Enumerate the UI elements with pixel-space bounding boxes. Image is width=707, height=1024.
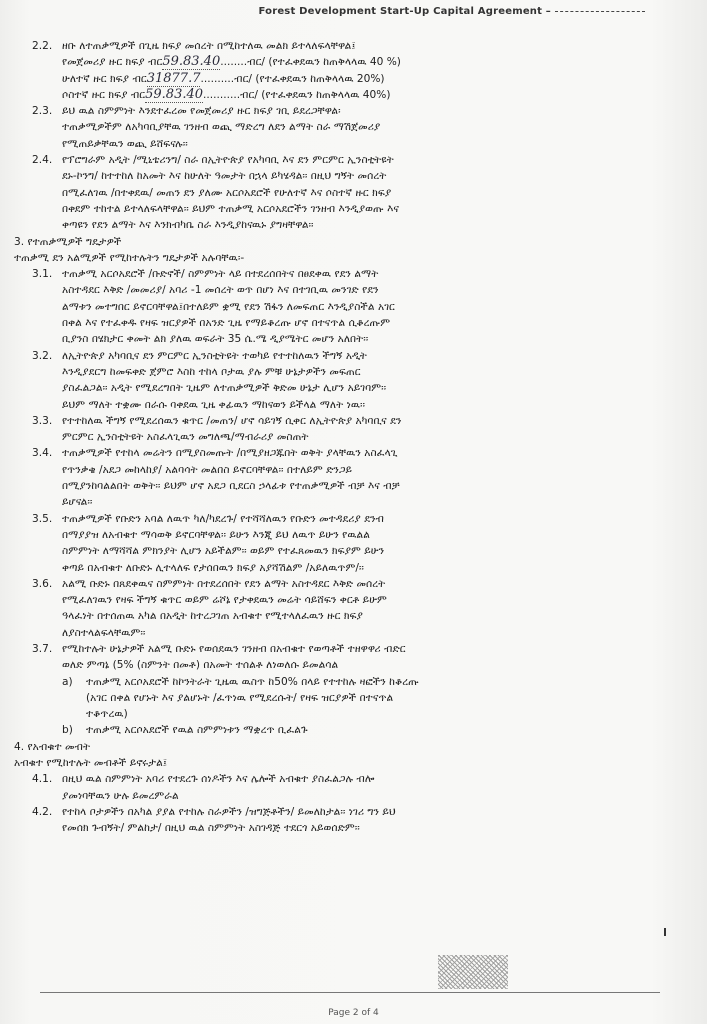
clause-2-3 [14,103,684,152]
sub-clause-letter: b) [62,724,73,737]
clause-4-1 [14,771,684,804]
clause-line: ይህ ዉል ስምምነት እንደተፈረመ የመጀመሪያ ዙር ክፍያ ገቢ ይደረጋቸዋል፡ [62,105,341,118]
clause-line: ስምምነት ለማሻሻል ምክንያት ሊሆን አይችልም፡፡ ወይም የተፈጸመዉን ክፍያም ይሁን [62,545,385,558]
clause-line: ተጠቃሚ አርሶአደሮች የዉል ስምምነቱን ማቋረጥ ቢፈልጉ [86,724,308,737]
clause-line: ወለድ ምጣኔ (5% (ስምንት በመቶ) በአመት ተሰልቶ ለነወለሱ ይመልሳል [62,659,339,672]
clause-line: ደኑ-ኮንግ/ ከተተከለ ከአመት እና ከሁለት ዓመታት በኋላ ይካሄዳል፡፡ በዚህ ግኝት መሰረት [62,170,387,183]
clause-line: በማያያዝ ለአብቁተ ማሳወቅ ይኖርባቸዋል፡፡ ይሁን እንጂ ይህ ለዉጥ ይሁን የዉልል [62,528,370,541]
installment-1: የመጀመሪያ ዙር ክፍያ ብር59.83.40........ብር/ (የተፈቀደዉን ከጠቅላላዉ 40 %) [62,54,401,70]
clause-2-2 [14,38,684,103]
clause-line: ምርምር ኢንስቲትዩት አስፈላጊዉን መግለጫ/ማብራሪያ መስጠት [62,431,309,444]
clause-3-7 [14,641,684,674]
clause-line: የተከላ ቦታዎችን በአካል ያያል የተከሉ ስራዎችን /ዝግጅቶችን/ ይመለከታል፡፡ ነገሪ ግን ይህ [62,805,396,818]
clause-line: በሚፈለገዉ /በተቀደዉ/ መጠን ደን ያለሙ አርሶአደሮች የሁለተኛ እና ሶስተኛ ዙር ክፍያ [62,186,392,199]
clause-line: እንዲያደርግ ከመፍቀድ ጀምሮ እስከ ተከላ ቦታዉ ያሉ ምቹ ሁኔታዎችን መፍጠር [62,365,361,378]
clause-line: አስተዳደር እቅድ /መመሪያ/ አባሪ -1 መሰረት ወጥ በሆነ እና በተገቢዉ መንገድ የደን [62,284,379,297]
section-4-intro: አብቁተ የሚከተሉት መብቶች ይኖሩታል፤ [14,757,168,770]
clause-line: ቀጣዩን የደን ልማት እና እንክብካቤ ስራ እንዲያከናዉኑ ያግዛቸዋል፡፡ [62,219,314,232]
clause-line: በዚህ ዉል ስምምነት አባሪ የተደረጉ ሰነዶችን እና ሌሎች አብቁተ ያስፈልጋሉ ብሎ [62,773,375,786]
clause-line: የሚጠይቃቸዉን ወጪ ይሸፍናሉ፡፡ [62,137,188,150]
clause-number: 3.3. [32,414,53,427]
installment-2: ሁለተኛ ዙር ክፍያ ብር31877.7..........ብር/ (የተፈቀደዉን ከጠቅላላዉ 20%) [62,70,385,86]
clause-line: ተጠቃሚዎችም ለአካባቢያቸዉ ገንዘብ ወጪ ማድረግ ለደን ልማት ስራ ማሽጀመሪያ [62,121,381,134]
clause-number: 2.4. [32,154,53,167]
clause-line: የሚፈለገዉን የዛፍ ችግኝ ቁጥር ወይም ሬሾኔ የታቀደዉን መሬት ሳይሸፍን ቀርቶ ይሁም [62,594,387,607]
clause-number: 4.2. [32,805,53,818]
clause-line: ልማቱን መተግበር ይኖርባቸዋል፤በተለይም ቋሚ የደን ሽፋን ለመፍጠር እንዲያስችል አገር [62,300,395,313]
clause-number: 3.6. [32,577,53,590]
section-3-intro: ተጠቃሚ ደን አልሚዎች የሚከተሉትን ግዴታዎች አሉባቸዉ፡- [14,251,245,264]
clause-line: የተተከለዉ ችግኝ የሚደረሰዉን ቁጥር /መጠን/ ሆኖ ሳይገኝ ሲቀር ለኢትዮጵያ አካባቢና ደን [62,414,402,427]
clause-line: ተጠቃሚዎች የቡድን አባል ለዉጥ ካለ/ካደረጉ/ የተሻሻለዉን የቡድን መተዳደሪያ ደንብ [62,512,384,525]
clause-line: የመሰክ ጉብኝት/ ምልከታ/ በዚህ ዉል ስምምነት አስገዳጅ ተደርጎ አይወሰድም፡፡ [62,822,360,835]
header-title: Forest Development Start-Up Capital Agreement – [258,6,551,17]
installment-3: ሶስተኛ ዙር ክፍያ ብር59.83.40...........ብር/ (የተፈቀደዉን ከጠቅላላዉ 40%) [62,86,391,102]
clause-3-3 [14,413,684,446]
clause-line: በቀል እና የተፈቀዱ የዛፍ ዝርያዎች በአንድ ጊዜ የማይቆረጡ ሆኖ በተናጥል ሲቆረጡም [62,317,391,330]
clause-3-6 [14,576,684,641]
clause-3-7-b [14,722,684,738]
clause-line: አልሚ ቡድኑ በጸደቀዉና ስምምነት በተደረሰበት የደን ልማት አስተዳደር እቅድ መሰረት [62,577,386,590]
clause-line: ተጠቃሚዎች የተከላ መሬትን በሚያስመጡት /በሚያዘጋጁበት ወቅት ያላቸዉን አስፈላጊ [62,447,398,460]
page-number: Page 2 of 4 [328,1008,379,1018]
clause-3-1 [14,266,684,347]
clause-number: 3.1. [32,268,53,281]
clause-number: 3.5. [32,512,53,525]
document-body [14,38,684,837]
clause-3-4 [14,445,684,510]
clause-line: የሚከተሉት ሁኔታዎች አልሚ ቡድኑ የወሰደዉን ገንዘብ በአብቁተ የወጣቶች ተዘዋዋሪ ብድር [62,642,406,655]
handwritten-amount-2: 31877.7 [146,70,201,86]
clause-line: ቀጣይ በአብቁተ ለቡድኑ ሊተላለፍ የታሰበዉን ክፍያ አያሻሽልም /አይለዉጥም/፡፡ [62,561,364,574]
clause-3-5 [14,511,684,576]
clause-3-2 [14,348,684,413]
clause-line: ዘቡ ለተጠቃሚዎች በጊዜ ክፍያ መሰረት በሚከተለዉ መልክ ይተላለፍላቸዋል፤ [62,40,356,52]
smudged-stamp [438,955,508,989]
clause-line: የጥንቃቄ /አደጋ መከላከያ/ አልባሳት መልበስ ይኖርባቸዋል፡፡ በተለይም ድንጋይ [62,463,353,476]
clause-3-7-a [14,674,684,723]
header-rule [555,10,645,12]
clause-line: ዓላፈነት በተሰጠዉ አካል በአዲት ከተረጋገጠ አብቁተ የሚተላለፈዉን ዙር ክፍያ [62,610,363,623]
clause-number: 2.3. [32,105,53,118]
clause-line: ለኢትዮጵያ አካባቢና ደን ምርምር ኢንስቲትዩት ተወካይ የተተከለዉን ችግኝ አዲት [62,349,367,362]
clause-line: ተጠቃሚ አርሶአደሮች ከኮንትራት ጊዜዉ ዉስጥ ከ50% በላይ የተተከሉ ዛፎችን ከቆረጡ [86,675,419,688]
sub-clause-letter: a) [62,675,73,688]
clause-2-4 [14,152,684,233]
handwritten-amount-1: 59.83.40 [162,54,221,70]
clause-line: ተቆጥረዉ) [86,708,128,721]
margin-mark [664,928,666,936]
clause-number: 3.4. [32,447,53,460]
clause-line: ቢያንስ በሄክታር ቀመት ልክ ያለዉ ወፍራት 35 ሴ.ሜ ዲያሜትር መሆን አለበት፡፡ [62,333,369,346]
clause-number: 4.1. [32,773,53,786]
clause-line: በቀደም ተከተል ይተላለፍላቸዋል፡፡ ይህም ተጠቃሚ አርሶአደሮችን ገንዘብ እንዲያወጡ እና [62,202,399,215]
footer-rule [40,992,660,993]
clause-number: 3.7. [32,642,53,655]
handwritten-amount-3: 59.83.40 [145,86,204,102]
clause-line: ይሆናል፡፡ [62,496,93,509]
section-3-heading: 3. የተጠቃሚዎች ግዴታዎች [14,235,122,248]
clause-line: (አገር በቀል የሆኑት እና ያልሆኑት /ፈጥነዉ የሚደረሱት/ የዛፍ ዝርያዎች በተናጥል [86,691,394,704]
clause-line: ያመነባቸዉን ሁሉ ይመረምራል [62,789,179,802]
clause-line: ያስፈልጋል፡፡ አዲት የሚደረግበት ጊዜም ለተጠቃሚዎች ቅድመ ሁኔታ ሊሆን አይገባም፡፡ [62,382,387,395]
section-4-heading: 4. የአብቁተ መብት [14,740,91,753]
clause-line: ተጠቃሚ አርሶአደሮች /ቡድኖች/ ስምምነት ላይ በተደረሰበትና በፀደቀዉ የደን ልማት [62,268,379,281]
clause-4-2 [14,804,684,837]
clause-line: በሚያንከባልልበት ወቅት፡፡ ይህም ሆኖ አደጋ ቢደርስ ኃላፊቱ የተጠቃሚዎች ብቻ እና ብቻ [62,480,400,493]
clause-number: 3.2. [32,349,53,362]
page-header [259,6,646,17]
clause-line: ለያስተላልፍላቸዉም፡፡ [62,626,146,639]
clause-line: ይህም ማለት ተቋሙ በራሱ ባቀደዉ ጊዜ ቀፊዉን ማከናወን ይችላል ማለት ነዉ፡፡ [62,398,366,411]
clause-number: 2.2. [32,40,53,52]
clause-line: የፕሮግራም አዲት /ሚኒቴሪንግ/ ስራ በኢትዮጵያ የአካባቢ እና ደን ምርምር ኢንስቲትዩት [62,154,394,167]
